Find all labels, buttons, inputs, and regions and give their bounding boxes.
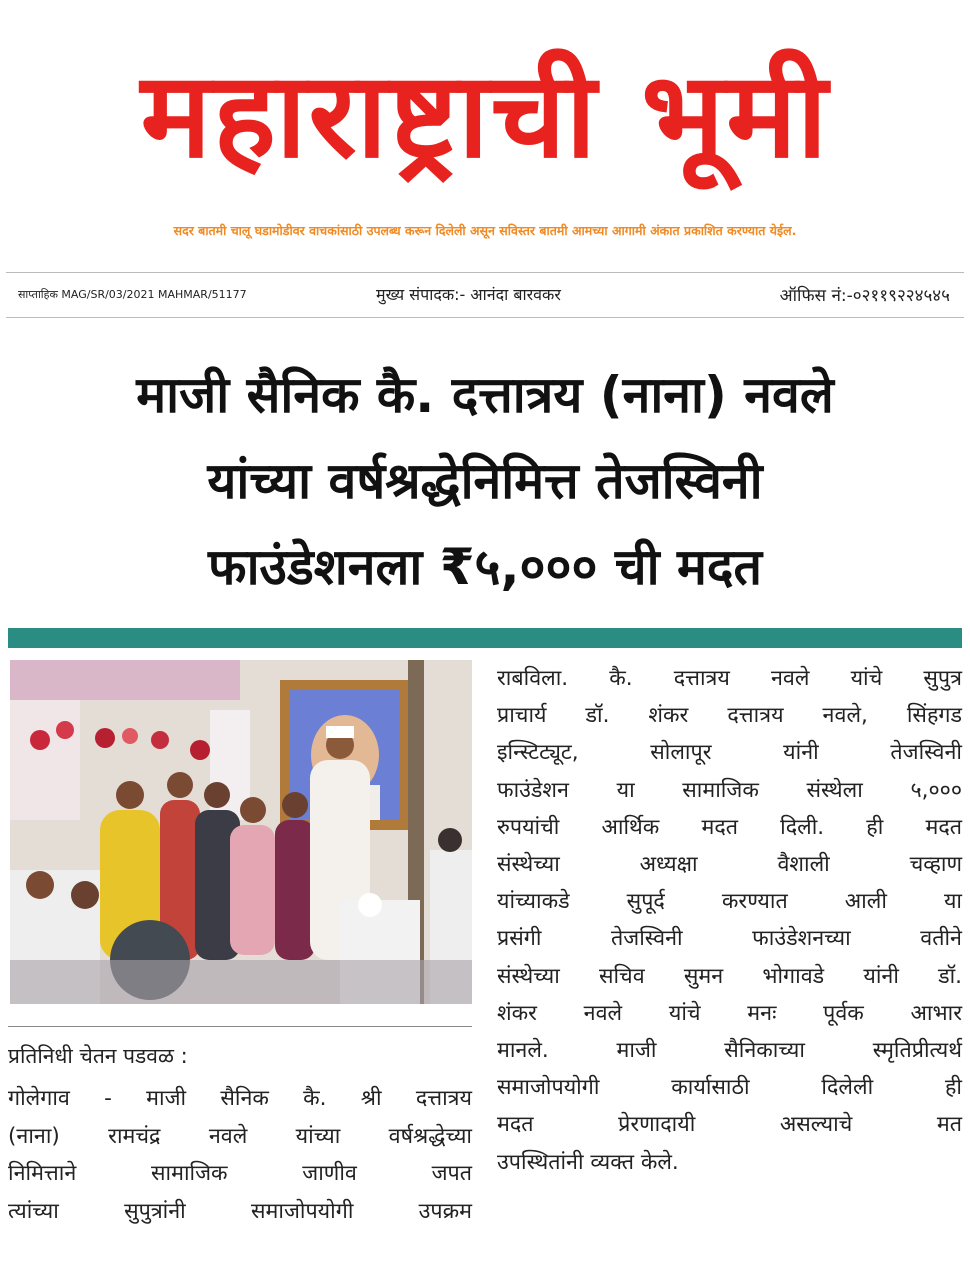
byline-divider bbox=[8, 1026, 472, 1027]
article-line: प्राचार्य डॉ. शंकर दत्तात्रय नवले, सिंहगड bbox=[497, 703, 962, 729]
event-photo-icon bbox=[10, 660, 472, 1004]
info-bar bbox=[6, 272, 964, 318]
article-line: फाउंडेशन या सामाजिक संस्थेला ५,००० bbox=[497, 777, 962, 803]
event-photo bbox=[10, 660, 472, 1004]
headline bbox=[0, 352, 970, 610]
article-line: शंकर नवले यांचे मनः पूर्वक आभार bbox=[497, 1000, 962, 1026]
article-line: उपस्थितांनी व्यक्त केले. bbox=[497, 1149, 679, 1175]
article-line: रुपयांची आर्थिक मदत दिली. ही मदत bbox=[497, 814, 962, 840]
headline-line: फाउंडेशनला ₹५,००० ची मदत bbox=[208, 538, 762, 596]
masthead-tagline: सदर बातमी चालू घडामोडीवर वाचकांसाठी उपलब्ध करून दिलेली असून सविस्तर बातमी आमच्या आगामी अंकात प्रकाशित करण्यात येईल. bbox=[173, 223, 797, 238]
article-line: यांच्याकडे सुपूर्द करण्यात आली या bbox=[497, 889, 962, 915]
article-line: प्रसंगी तेजस्विनी फाउंडेशनच्या वतीने bbox=[497, 926, 962, 952]
article-line: समाजोपयोगी कार्यासाठी दिलेली ही bbox=[497, 1075, 962, 1101]
article-line: संस्थेच्या अध्यक्षा वैशाली चव्हाण bbox=[497, 852, 962, 878]
masthead-title: महाराष्ट्राची भूमी bbox=[140, 46, 830, 184]
article-line: गोलेगाव - माजी सैनिक कै. श्री दत्तात्रय bbox=[8, 1086, 472, 1111]
headline-line: यांच्या वर्षश्रद्धेनिमित्त तेजस्विनी bbox=[207, 452, 763, 510]
chief-editor: मुख्य संपादक:- आनंदा बारवकर bbox=[376, 285, 561, 304]
byline: प्रतिनिधी चेतन पडवळ : bbox=[8, 1044, 188, 1068]
article-line: इन्स्टिट्यूट, सोलापूर यांनी तेजस्विनी bbox=[497, 740, 962, 766]
article-line: निमित्ताने सामाजिक जाणीव जपत bbox=[8, 1161, 472, 1186]
headline-line: माजी सैनिक कै. दत्तात्रय (नाना) नवले bbox=[136, 366, 834, 424]
article-right-column bbox=[497, 660, 962, 1181]
article-line: संस्थेच्या सचिव सुमन भोगावडे यांनी डॉ. bbox=[497, 963, 962, 989]
registration-number: साप्ताहिक MAG/SR/03/2021 MAHMAR/51177 bbox=[18, 288, 247, 301]
article-line: त्यांच्या सुपुत्रांनी समाजोपयोगी उपक्रम bbox=[8, 1198, 472, 1224]
article-line: (नाना) रामचंद्र नवले यांच्या वर्षश्रद्धेच्या bbox=[8, 1123, 472, 1149]
article-line: राबविला. कै. दत्तात्रय नवले यांचे सुपुत्र bbox=[497, 666, 962, 691]
office-number: ऑफिस नं:-०२११९२२४५४५ bbox=[779, 286, 950, 306]
section-divider-bar bbox=[8, 628, 962, 648]
article-line: मदत प्रेरणादायी असल्याचे मत bbox=[497, 1112, 962, 1138]
article-line: मानले. माजी सैनिकाच्या स्मृतिप्रीत्यर्थ bbox=[497, 1038, 962, 1064]
article-left-column bbox=[8, 1080, 472, 1230]
